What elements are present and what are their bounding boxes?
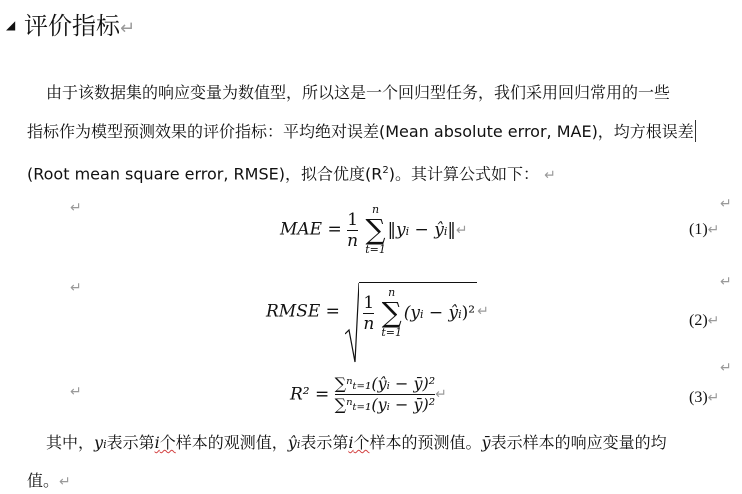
paragraph-mark-icon: ↵: [70, 280, 82, 296]
equation-mae[interactable]: MAE = $\frac{1}{n}$ n ∑ t=1 ‖yi − ŷi‖↵: [280, 203, 468, 256]
radical-sign: [345, 282, 359, 364]
equation-body: (yi − ŷi)²: [403, 303, 476, 323]
paragraph-mark-icon: ↵: [70, 200, 82, 216]
equation-number: (1)↵: [689, 221, 720, 238]
explanation-line-2: 值。↵: [27, 471, 71, 490]
equation-fraction: $\frac{1}{n}$: [363, 292, 375, 334]
equation-number: (2)↵: [689, 312, 720, 329]
equation-rmse[interactable]: RMSE = $\frac{1}{n}$ n ∑ t=1 (yi − ŷi)² ↵: [266, 282, 489, 341]
collapse-triangle-icon[interactable]: ◢: [6, 18, 16, 32]
paragraph-mark-icon: ↵: [720, 196, 732, 212]
paragraph-line-3: [27, 160, 556, 186]
equation-fraction: $\frac{1}{n}$: [347, 209, 359, 251]
paragraph-mark-icon: ↵: [720, 274, 732, 290]
equation-fraction: $\frac{\text{∑ⁿₜ₌₁(ŷᵢ − ȳ)²}}{\text{∑ⁿₜ₌₁(yᵢ − ȳ)²}}$: [334, 374, 436, 414]
equation-lhs: R² =: [290, 384, 330, 405]
text-cursor: [695, 120, 696, 142]
equation-body: ‖yi − ŷi‖: [387, 219, 456, 240]
explanation-line-1: 其中，yi表示第i个样本的观测值，ŷi表示第i个样本的预测值。ȳ表示样本的响应变量的均: [46, 433, 667, 452]
equation-number: (3)↵: [689, 389, 720, 406]
summation: n ∑ t=1: [381, 286, 402, 339]
paragraph-line-1: [46, 82, 670, 104]
paragraph-text: 指标作为模型预测效果的评价指标：平均绝对误差(Mean absolute error, MAE)，均方根误差: [27, 122, 694, 141]
section-heading: [6, 8, 135, 46]
heading-title: 评价指标: [24, 12, 120, 40]
superscript: 2: [382, 165, 389, 176]
paragraph-line-2: [27, 120, 696, 143]
summation: n ∑ t=1: [365, 203, 386, 256]
paragraph-mark-icon: ↵: [544, 167, 556, 184]
equation-lhs: MAE: [280, 219, 323, 240]
paragraph-mark-icon: ↵: [720, 360, 732, 376]
paragraph-mark-icon: ↵: [70, 384, 82, 400]
paragraph-text: 由于该数据集的响应变量为数值型，所以这是一个回归型任务，我们采用回归常用的一些: [46, 83, 671, 102]
spellcheck-underline[interactable]: i个: [154, 433, 176, 452]
spellcheck-underline[interactable]: i个: [348, 433, 370, 452]
paragraph-text: (Root mean square error, RMSE)，拟合优度(R: [27, 164, 383, 184]
paragraph-mark-icon: ↵: [120, 18, 136, 39]
equation-lhs: RMSE: [266, 301, 321, 322]
paragraph-text: )。其计算公式如下：: [388, 164, 539, 184]
square-root: [345, 282, 477, 341]
equation-r2[interactable]: R² = $\frac{\text{∑ⁿₜ₌₁(ŷᵢ − ȳ)²}}{\text{∑ⁿₜ₌₁(yᵢ − ȳ)²}}$ ↵: [290, 374, 447, 414]
